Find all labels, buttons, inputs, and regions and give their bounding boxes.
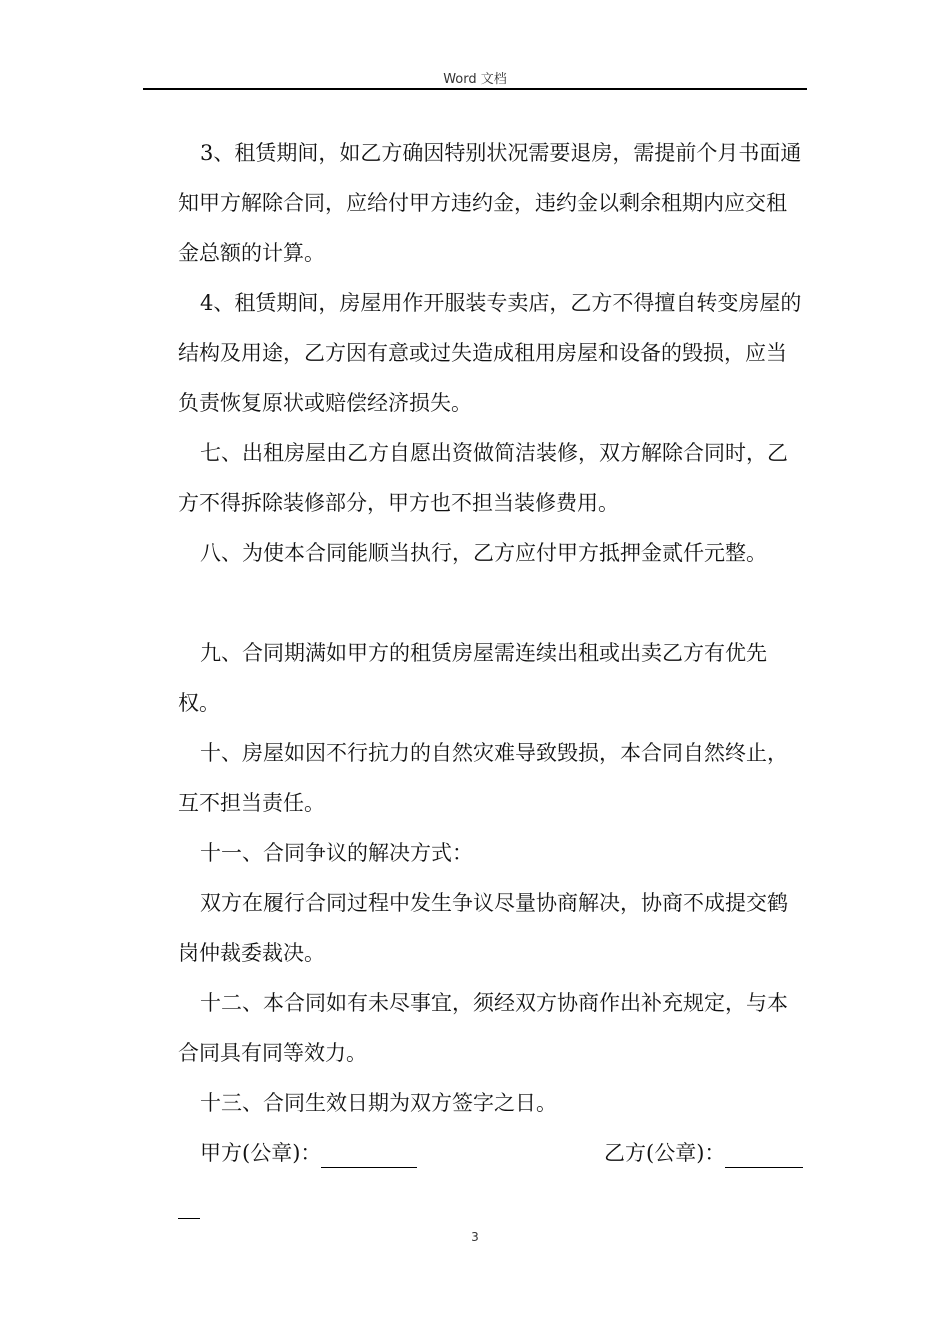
document-body [178,128,806,1228]
signature-row [178,1128,806,1178]
paragraph-clause-4: 4、租赁期间，房屋用作开服装专卖店，乙方不得擅自转变房屋的结构及用途，乙方因有意或过失造成租用房屋和设备的毁损，应当负责恢复原状或赔偿经济损失。 [178,291,802,415]
party-b-signature-line [725,1137,803,1168]
paragraph-clause-11: 十一、合同争议的解决方式： [200,841,473,865]
signature-line-continuation [178,1178,806,1228]
party-a-label: 甲方(公章)： [200,1141,322,1165]
paragraph-clause-10: 十、房屋如因不行抗力的自然灾难导致毁损，本合同自然终止，互不担当责任。 [178,741,788,815]
party-b-signature-line-wrap [178,1188,200,1219]
paragraph-clause-3: 3、租赁期间，如乙方确因特别状况需要退房，需提前个月书面通知甲方解除合同，应给付甲方违约金，违约金以剩余租期内应交租金总额的计算。 [178,141,802,265]
header-divider [143,88,807,90]
header-title: Word 文档 [443,72,507,87]
party-b-label: 乙方(公章)： [604,1141,726,1165]
party-b-signature [604,1128,803,1178]
paragraph-clause-8: 八、为使本合同能顺当执行，乙方应付甲方抵押金贰仟元整。 [200,541,767,565]
paragraph-clause-13: 十三、合同生效日期为双方签字之日。 [200,1091,557,1115]
paragraph-clause-9: 九、合同期满如甲方的租赁房屋需连续出租或出卖乙方有优先权。 [178,641,767,715]
page-number: 3 [471,1230,479,1244]
party-a-signature [200,1128,417,1178]
paragraph-clause-7: 七、出租房屋由乙方自愿出资做简洁装修，双方解除合同时，乙方不得拆除装修部分，甲方也不担当装修费用。 [178,441,788,515]
paragraph-dispute-resolution: 双方在履行合同过程中发生争议尽量协商解决，协商不成提交鹤岗仲裁委裁决。 [178,891,788,965]
party-a-signature-line [321,1137,417,1168]
paragraph-clause-12: 十二、本合同如有未尽事宜，须经双方协商作出补充规定，与本合同具有同等效力。 [178,991,788,1065]
